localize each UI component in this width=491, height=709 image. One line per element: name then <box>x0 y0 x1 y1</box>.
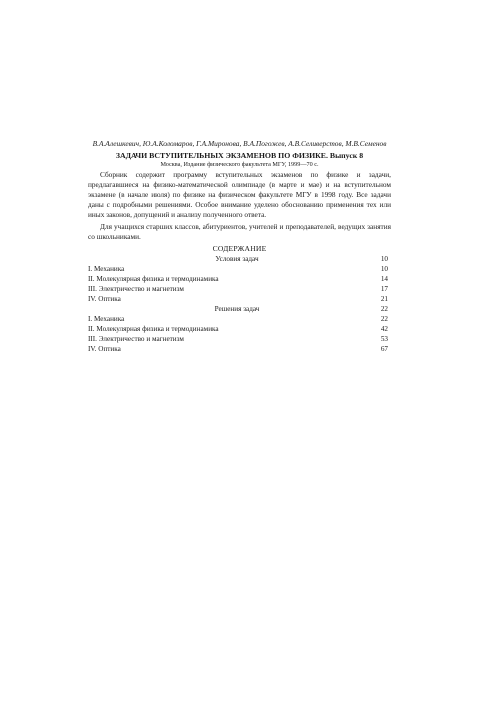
toc-item-label: III. Электричество и магнетизм <box>88 335 184 343</box>
toc-page-number: 53 <box>380 335 388 343</box>
table-of-contents <box>88 254 391 354</box>
toc-item-row <box>88 344 391 354</box>
toc-item-label: IV. Оптика <box>88 295 121 303</box>
toc-page-number: 21 <box>380 295 388 303</box>
toc-item-row <box>88 324 391 334</box>
book-title: ЗАДАЧИ ВСТУПИТЕЛЬНЫХ ЭКЗАМЕНОВ ПО ФИЗИКЕ. Выпуск 8 <box>115 151 364 160</box>
imprint-line: Москва, Издание физического факультета МГУ, 1999—70 с. <box>160 161 319 168</box>
toc-item-row <box>88 274 391 284</box>
toc-item-row <box>88 314 391 324</box>
toc-heading: СОДЕРЖАНИЕ <box>212 244 267 253</box>
abstract-paragraph: Сборник содержит программу вступительных экзаменов по физике и задачи, предлагавшиеся на физико-математической олимпиаде (в марте и мае) и на вступительном экзамене (в начале июля) по физике на физическом факультете МГУ в 1998 году. Все задачи даны с подробными решениями. Особое внимание уделено обоснованию применения тех или иных законов, допущений и анализу полученного ответа. <box>88 170 391 219</box>
toc-page-number: 14 <box>380 275 388 283</box>
toc-page-number: 10 <box>380 255 388 263</box>
toc-page-number: 17 <box>380 285 388 293</box>
toc-page-number: 10 <box>380 265 388 273</box>
toc-item-row <box>88 294 391 304</box>
toc-section-label: Условия задач <box>215 255 259 263</box>
toc-item-label: II. Молекулярная физика и термодинамика <box>88 275 219 283</box>
audience-paragraph: Для учащихся старших классов, абитуриентов, учителей и преподавателей, ведущих занятия со школьниками. <box>88 222 391 241</box>
toc-item-label: III. Электричество и магнетизм <box>88 285 184 293</box>
authors-line: В.А.Алешкевич, Ю.А.Коломаров, Г.А.Миронова, В.А.Погожев, А.В.Селиверстов, М.В.Семенов <box>92 139 387 148</box>
toc-page-number: 22 <box>380 305 388 313</box>
toc-item-row <box>88 264 391 274</box>
toc-item-row <box>88 334 391 344</box>
toc-section-row <box>88 254 391 264</box>
toc-item-label: I. Механика <box>88 315 125 323</box>
toc-section-label: Решения задач <box>214 305 260 313</box>
toc-item-label: IV. Оптика <box>88 345 121 353</box>
toc-page-number: 67 <box>380 345 388 353</box>
toc-item-row <box>88 284 391 294</box>
toc-section-row <box>88 304 391 314</box>
annotation-block <box>88 139 391 354</box>
toc-page-number: 22 <box>380 315 388 323</box>
toc-page-number: 42 <box>380 325 388 333</box>
toc-item-label: II. Молекулярная физика и термодинамика <box>88 325 219 333</box>
toc-item-label: I. Механика <box>88 265 125 273</box>
